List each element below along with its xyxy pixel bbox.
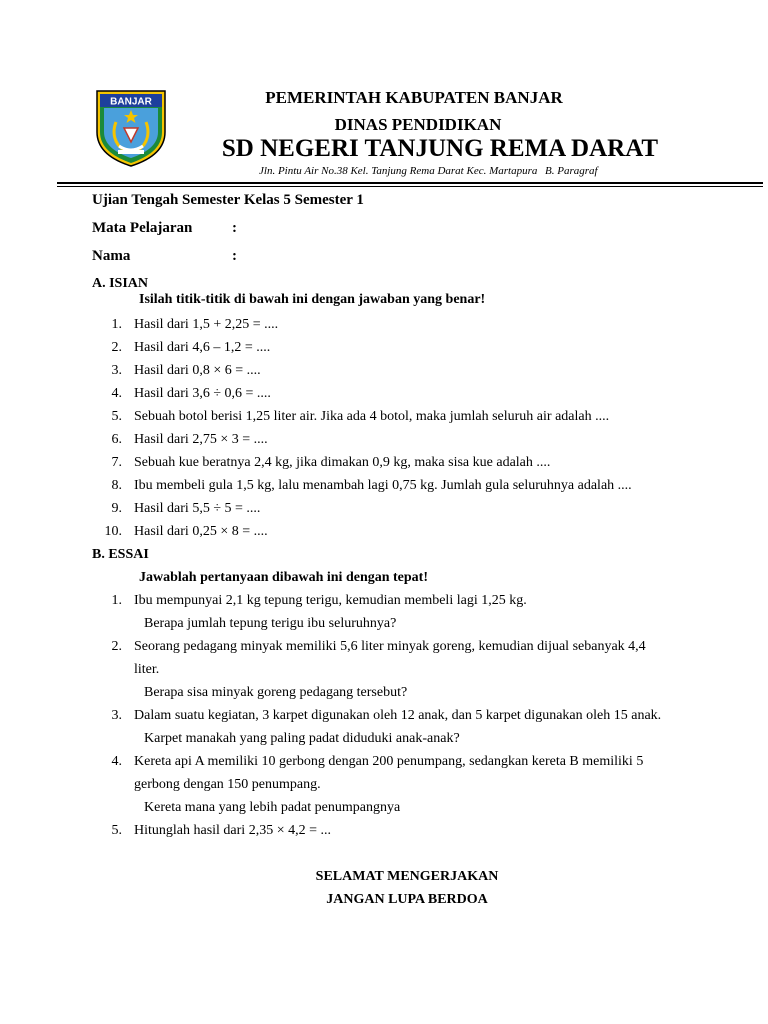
header-rule-thick bbox=[57, 182, 763, 184]
item-number: 7. bbox=[111, 455, 122, 470]
list-item: Hasil dari 5,5 ÷ 5 = .... bbox=[134, 501, 261, 516]
essay-question-4-cont: gerbong dengan 150 penumpang. bbox=[134, 777, 321, 792]
item-number: 1. bbox=[111, 593, 122, 608]
government-title: PEMERINTAH KABUPATEN BANJAR bbox=[265, 88, 563, 107]
section-b-instruction: Jawablah pertanyaan dibawah ini dengan tepat! bbox=[139, 570, 429, 585]
essay-question-2: Seorang pedagang minyak memiliki 5,6 liter minyak goreng, kemudian dijual sebanyak 4,4 bbox=[134, 639, 646, 654]
item-number: 5. bbox=[111, 823, 122, 838]
essay-question-2-ask: Berapa sisa minyak goreng pedagang tersebut? bbox=[144, 685, 408, 700]
essay-question-4-ask: Kereta mana yang lebih padat penumpangnya bbox=[144, 800, 401, 815]
item-number: 6. bbox=[111, 432, 122, 447]
list-item: Hasil dari 0,25 × 8 = .... bbox=[134, 524, 268, 539]
list-item: Hasil dari 1,5 + 2,25 = .... bbox=[134, 317, 279, 332]
item-number: 10. bbox=[104, 524, 122, 539]
item-number: 4. bbox=[111, 754, 122, 769]
item-number: 3. bbox=[111, 708, 122, 723]
list-item: Ibu membeli gula 1,5 kg, lalu menambah lagi 0,75 kg. Jumlah gula seluruhnya adalah .... bbox=[134, 478, 632, 493]
svg-text:BANJAR: BANJAR bbox=[110, 96, 152, 108]
list-item: Sebuah botol berisi 1,25 liter air. Jika ada 4 botol, maka jumlah seluruh air adalah .... bbox=[134, 409, 610, 424]
item-number: 1. bbox=[111, 317, 122, 332]
item-number: 2. bbox=[111, 639, 122, 654]
list-item: Hasil dari 2,75 × 3 = .... bbox=[134, 432, 268, 447]
section-b-heading: B. ESSAI bbox=[92, 547, 149, 562]
exam-title: Ujian Tengah Semester Kelas 5 Semester 1 bbox=[92, 192, 364, 208]
list-item: Sebuah kue beratnya 2,4 kg, jika dimakan 0,9 kg, maka sisa kue adalah .... bbox=[134, 455, 551, 470]
list-item: Hasil dari 3,6 ÷ 0,6 = .... bbox=[134, 386, 271, 401]
list-item: Hasil dari 0,8 × 6 = .... bbox=[134, 363, 261, 378]
closing-message: SELAMAT MENGERJAKAN bbox=[315, 869, 499, 884]
essay-question-4: Kereta api A memiliki 10 gerbong dengan 200 penumpang, sedangkan kereta B memiliki 5 bbox=[134, 754, 644, 769]
item-number: 9. bbox=[111, 501, 122, 516]
address-overlap-text: B. Paragraf bbox=[545, 165, 598, 177]
item-number: 3. bbox=[111, 363, 122, 378]
essay-question-1: Ibu mempunyai 2,1 kg tepung terigu, kemudian membeli lagi 1,25 kg. bbox=[134, 593, 527, 608]
section-a-instruction: Isilah titik-titik di bawah ini dengan jawaban yang benar! bbox=[139, 292, 486, 307]
name-label: Nama bbox=[92, 248, 131, 264]
list-item: Hasil dari 4,6 – 1,2 = .... bbox=[134, 340, 271, 355]
prayer-reminder: JANGAN LUPA BERDOA bbox=[326, 892, 488, 907]
item-number: 4. bbox=[111, 386, 122, 401]
section-a-heading: A. ISIAN bbox=[92, 276, 149, 291]
essay-question-5: Hitunglah hasil dari 2,35 × 4,2 = ... bbox=[134, 823, 331, 838]
school-name: SD NEGERI TANJUNG REMA DARAT bbox=[221, 135, 659, 162]
item-number: 5. bbox=[111, 409, 122, 424]
essay-question-3-ask: Karpet manakah yang paling padat diduduki anak-anak? bbox=[144, 731, 460, 746]
name-colon: : bbox=[232, 248, 237, 264]
school-address: Jln. Pintu Air No.38 Kel. Tanjung Rema Darat Kec. Martapura bbox=[259, 165, 538, 177]
subject-label: Mata Pelajaran bbox=[92, 220, 193, 236]
item-number: 8. bbox=[111, 478, 122, 493]
department-title: DINAS PENDIDIKAN bbox=[334, 115, 502, 134]
essay-question-3: Dalam suatu kegiatan, 3 karpet digunakan oleh 12 anak, dan 5 karpet digunakan oleh 15 anak. bbox=[134, 708, 662, 723]
essay-question-2-cont: liter. bbox=[134, 662, 160, 677]
subject-colon: : bbox=[232, 220, 237, 236]
item-number: 2. bbox=[111, 340, 122, 355]
essay-question-1-ask: Berapa jumlah tepung terigu ibu seluruhnya? bbox=[144, 616, 397, 631]
header-rule-thin bbox=[57, 186, 763, 187]
